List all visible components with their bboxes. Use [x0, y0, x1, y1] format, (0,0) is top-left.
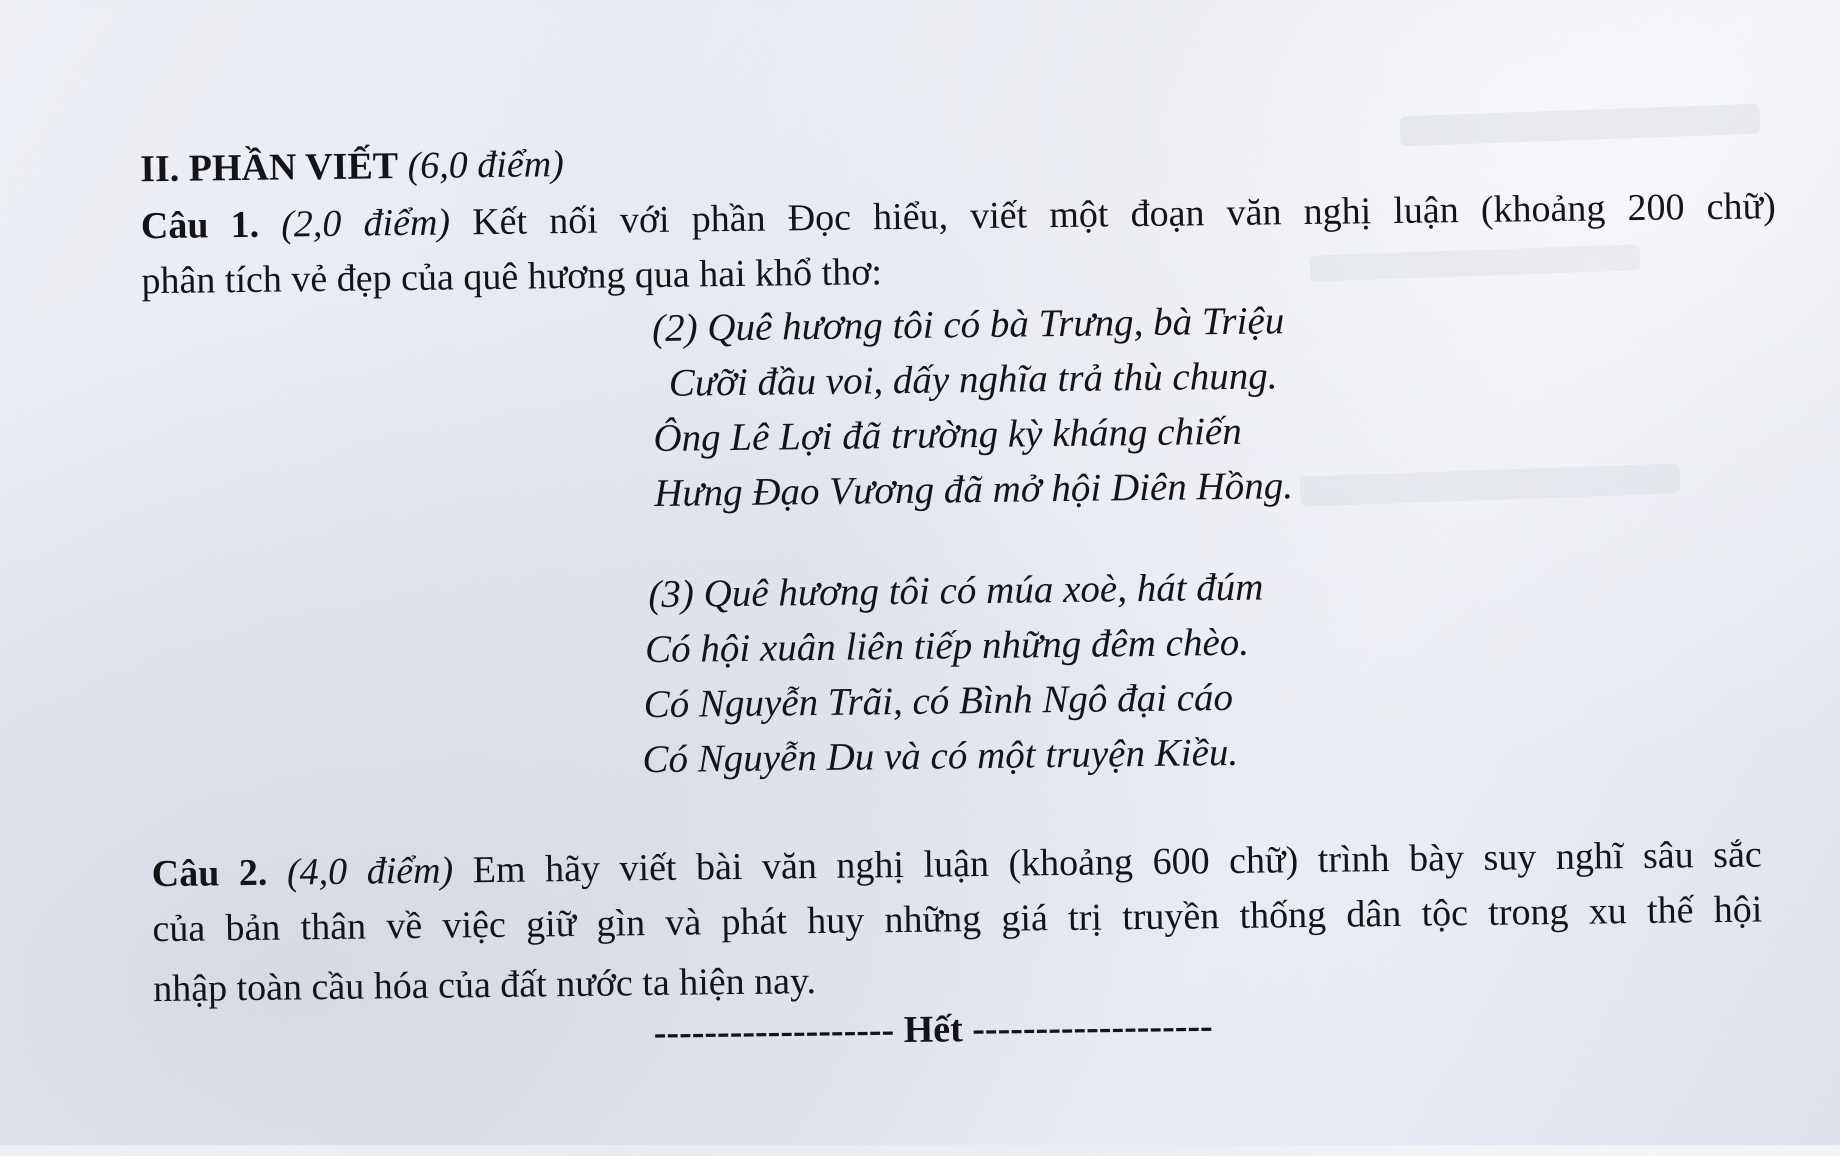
poem-line: Cưỡi đầu voi, dấy nghĩa trả thù chung.: [668, 354, 1278, 405]
poem-line: Ông Lê Lợi đã trường kỳ kháng chiến: [653, 409, 1242, 461]
section-title: II. PHẦN VIẾT: [139, 145, 399, 191]
poem-line: Có Nguyễn Trãi, có Bình Ngô đại cáo: [643, 675, 1234, 727]
question-2-text-line3: nhập toàn cầu hóa của đất nước ta hiện nay.: [152, 960, 817, 1011]
question-1-text-line2: phân tích vẻ đẹp của quê hương qua hai khổ thơ:: [141, 251, 883, 303]
poem-line: Hưng Đạo Vương đã mở hội Diên Hồng.: [653, 464, 1294, 515]
poem-stanza-3: [642, 560, 1266, 787]
question-2-text-line1: Em hãy viết bài văn nghị luận (khoảng 600 chữ) trình bày suy nghĩ sâu sắc: [472, 833, 1762, 892]
poem-stanza-2: [652, 293, 1293, 521]
question-1-text-line1: Kết nối với phần Đọc hiểu, viết một đoạn văn nghị luận (khoảng 200 chữ): [471, 185, 1777, 244]
question-1-label: Câu 1.: [140, 203, 260, 248]
poem-line: (3) Quê hương tôi có múa xoè, hát đúm: [648, 565, 1264, 617]
end-dashes-left: -------------------: [653, 1009, 895, 1055]
end-label: Hết: [903, 1008, 964, 1051]
poem-line: Có hội xuân liên tiếp những đêm chèo.: [644, 620, 1250, 672]
question-2-points: (4,0 điểm): [286, 849, 454, 894]
section-heading: [140, 142, 564, 191]
question-2-label: Câu 2.: [151, 851, 268, 896]
end-dashes-right: -------------------: [971, 1005, 1213, 1051]
question-1-points: (2,0 điểm): [280, 201, 451, 246]
section-points: (6,0 điểm): [407, 143, 565, 187]
question-2-text-line2: của bản thân về việc giữ gìn và phát huy những giá trị truyền thống dân tộc trong xu thế hội: [152, 888, 1763, 951]
poem-line: (2) Quê hương tôi có bà Trưng, bà Triệu: [651, 299, 1285, 351]
question-1: [141, 179, 1777, 254]
poem-line: Có Nguyễn Du và có một truyện Kiều.: [642, 730, 1239, 782]
end-marker: [653, 1004, 1212, 1055]
